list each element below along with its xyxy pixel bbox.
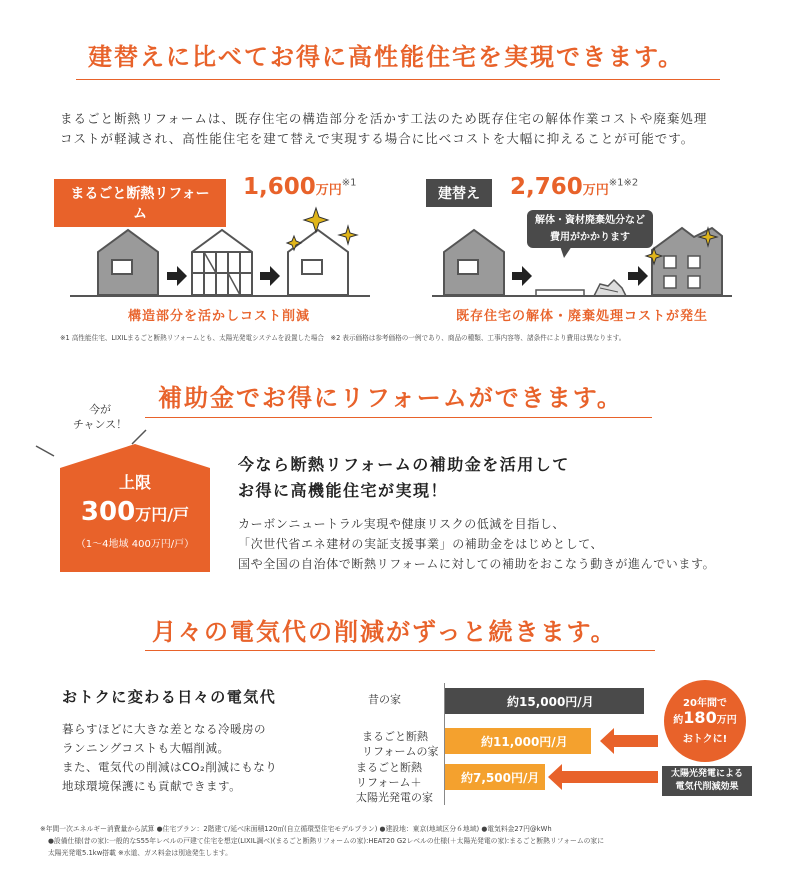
savings-line1: 20年間で bbox=[683, 698, 727, 709]
electricity-subtitle: おトクに変わる日々の電気代 bbox=[62, 688, 277, 706]
chance-line2: チャンス！ bbox=[72, 418, 128, 431]
bar-old-house bbox=[445, 688, 644, 714]
bar-solar bbox=[445, 764, 545, 790]
reform-illustration bbox=[70, 200, 370, 302]
savings-line2 bbox=[664, 709, 746, 730]
cost-bubble bbox=[527, 210, 653, 248]
cost-bubble-line1: 解体・資材廃棄処分など bbox=[535, 215, 645, 226]
renovated-house-icon bbox=[288, 230, 348, 295]
row-label-solar bbox=[356, 760, 442, 805]
subsidy-headline-line2: お得に高機能住宅が実現！ bbox=[238, 481, 449, 500]
subsidy-body-line3: 国や全国の自治体で断熱リフォームに対しての補助をおこなう動きが進んでいます。 bbox=[238, 557, 716, 571]
reform-price-note: ※1 bbox=[341, 177, 357, 189]
section3-title: 月々の電気代の削減がずっと続きます。 bbox=[152, 618, 617, 646]
solar-effect-line1: 太陽光発電による bbox=[670, 769, 743, 779]
section3-footnote-line3: 太陽光発電5.1kw搭載 ※水道、ガス料金は別途発生します。 bbox=[48, 849, 232, 857]
electricity-body bbox=[62, 720, 277, 796]
bar-solar-value: 約7,500円/月 bbox=[461, 770, 540, 785]
section1-body-line1: まるごと断熱リフォームは、既存住宅の構造部分を活かす工法のため既存住宅の解体作業コストや廃棄処理 bbox=[60, 111, 708, 126]
subsidy-amount-value: 300 bbox=[80, 497, 136, 527]
subsidy-body bbox=[238, 514, 715, 574]
section3-footnote-line2: ●設備仕様(昔の家):一般的なS55年レベルの戸建て住宅を想定(LIXIL調べ)(まるごと断熱リフォームの家):HEAT20 G2レベルの仕様(＋太陽光発電の家):まるごと断熱リフォームの家に bbox=[48, 837, 605, 845]
reform-price-unit: 万円 bbox=[315, 183, 342, 198]
arrow-icon bbox=[628, 266, 648, 286]
cost-bubble-line2: 費用がかかります bbox=[550, 232, 630, 243]
rebuild-tag: 建替え bbox=[426, 179, 492, 207]
section3-rule bbox=[145, 650, 655, 651]
house-frame-icon bbox=[192, 230, 252, 295]
subsidy-body-line2: 「次世代省エネ建材の実証支援事業」の補助金をはじめとして、 bbox=[238, 537, 604, 551]
bubble-tail bbox=[560, 246, 574, 260]
electricity-body-line4: 地球環境保護にも貢献できます。 bbox=[62, 779, 242, 793]
row-label-solar-line1: まるごと断熱 bbox=[356, 761, 422, 774]
debris-icon bbox=[536, 280, 626, 296]
rebuild-price-note: ※1※2 bbox=[608, 177, 639, 189]
rebuild-price-unit: 万円 bbox=[582, 183, 609, 198]
solar-effect-line2: 電気代削減効果 bbox=[675, 782, 739, 792]
section1-body-line2: コストが軽減され、高性能住宅を建て替えで実現する場合に比べコストを大幅に抑えることが可能です。 bbox=[60, 131, 695, 146]
rebuild-price bbox=[510, 174, 638, 200]
subsidy-badge bbox=[60, 444, 210, 572]
subsidy-body-line1: カーボンニュートラル実現や健康リスクの低減を目指し、 bbox=[238, 517, 566, 531]
arrow-icon bbox=[167, 266, 187, 286]
rebuild-caption: 既存住宅の解体・廃棄処理コストが発生 bbox=[456, 309, 709, 324]
reform-price bbox=[243, 174, 357, 200]
subsidy-headline bbox=[238, 452, 570, 504]
savings-amount: 180 bbox=[683, 708, 717, 727]
section1-rule bbox=[76, 79, 720, 80]
solar-reduction-arrow-icon bbox=[548, 764, 660, 790]
section3-footnote-line1: ※年間一次エネルギー消費量から試算 ●住宅プラン：2階建て/延べ床面積120㎡(自立循環型住宅モデルプラン) ●建設地：東京(地域区分６地域) ●電気料金27円@kWh bbox=[40, 825, 552, 833]
reform-price-value: 1,600 bbox=[243, 174, 316, 200]
subsidy-label: 上限 bbox=[118, 473, 151, 492]
electricity-body-line1: 暮らすほどに大きな差となる冷暖房の bbox=[62, 722, 266, 736]
row-label-reform-line1: まるごと断熱 bbox=[362, 730, 428, 743]
reform-tag: まるごと断熱リフォーム bbox=[54, 179, 226, 227]
reduction-arrow-icon bbox=[600, 728, 660, 754]
savings-badge bbox=[664, 680, 746, 762]
arrow-icon bbox=[512, 266, 532, 286]
bar-reform bbox=[445, 728, 591, 754]
bar-old-house-value: 約15,000円/月 bbox=[507, 694, 594, 709]
row-label-old-line1: 昔の家 bbox=[368, 693, 401, 706]
electricity-body-line3: また、電気代の削減はCO₂削減にもなり bbox=[62, 760, 278, 774]
section2-rule bbox=[145, 417, 652, 418]
subsidy-amount bbox=[60, 497, 210, 527]
reform-caption: 構造部分を活かしコスト削減 bbox=[128, 309, 311, 324]
subsidy-amount-unit: 万円/戸 bbox=[135, 505, 190, 524]
row-label-reform-line2: リフォームの家 bbox=[362, 745, 439, 758]
savings-unit: 万円 bbox=[716, 715, 737, 726]
arrow-icon bbox=[260, 266, 280, 286]
old-house-icon bbox=[444, 230, 504, 295]
electricity-body-line2: ランニングコストも大幅削減。 bbox=[62, 741, 230, 755]
savings-prefix: 約 bbox=[673, 715, 684, 726]
row-label-solar-line3: 太陽光発電の家 bbox=[356, 791, 433, 804]
section1-title: 建替えに比べてお得に高性能住宅を実現できます。 bbox=[88, 43, 685, 71]
savings-line3: おトクに! bbox=[682, 734, 728, 745]
solar-effect-label bbox=[662, 766, 752, 796]
row-label-old bbox=[368, 692, 442, 707]
section3-footnote bbox=[40, 823, 604, 859]
subsidy-headline-line1: 今なら断熱リフォームの補助金を活用して bbox=[238, 455, 570, 474]
section2-title: 補助金でお得にリフォームができます。 bbox=[158, 384, 623, 412]
section1-footnote: ※1 高性能住宅、LIXILまるごと断熱リフォームとも、太陽光発電システムを設置した場合 ※2 表示価格は参考価格の一例であり、商品の種類、工事内容等、諸条件により費用は異なります。 bbox=[60, 334, 626, 342]
row-label-reform bbox=[362, 729, 442, 759]
bar-reform-value: 約11,000円/月 bbox=[481, 734, 568, 749]
section1-body bbox=[60, 109, 760, 149]
subsidy-sub: （1～4地域 400万円/戸） bbox=[75, 539, 195, 550]
rebuild-price-value: 2,760 bbox=[510, 174, 583, 200]
row-label-solar-line2: リフォーム＋ bbox=[356, 776, 422, 789]
old-house-icon bbox=[98, 230, 158, 295]
chance-line1: 今が bbox=[89, 403, 111, 416]
